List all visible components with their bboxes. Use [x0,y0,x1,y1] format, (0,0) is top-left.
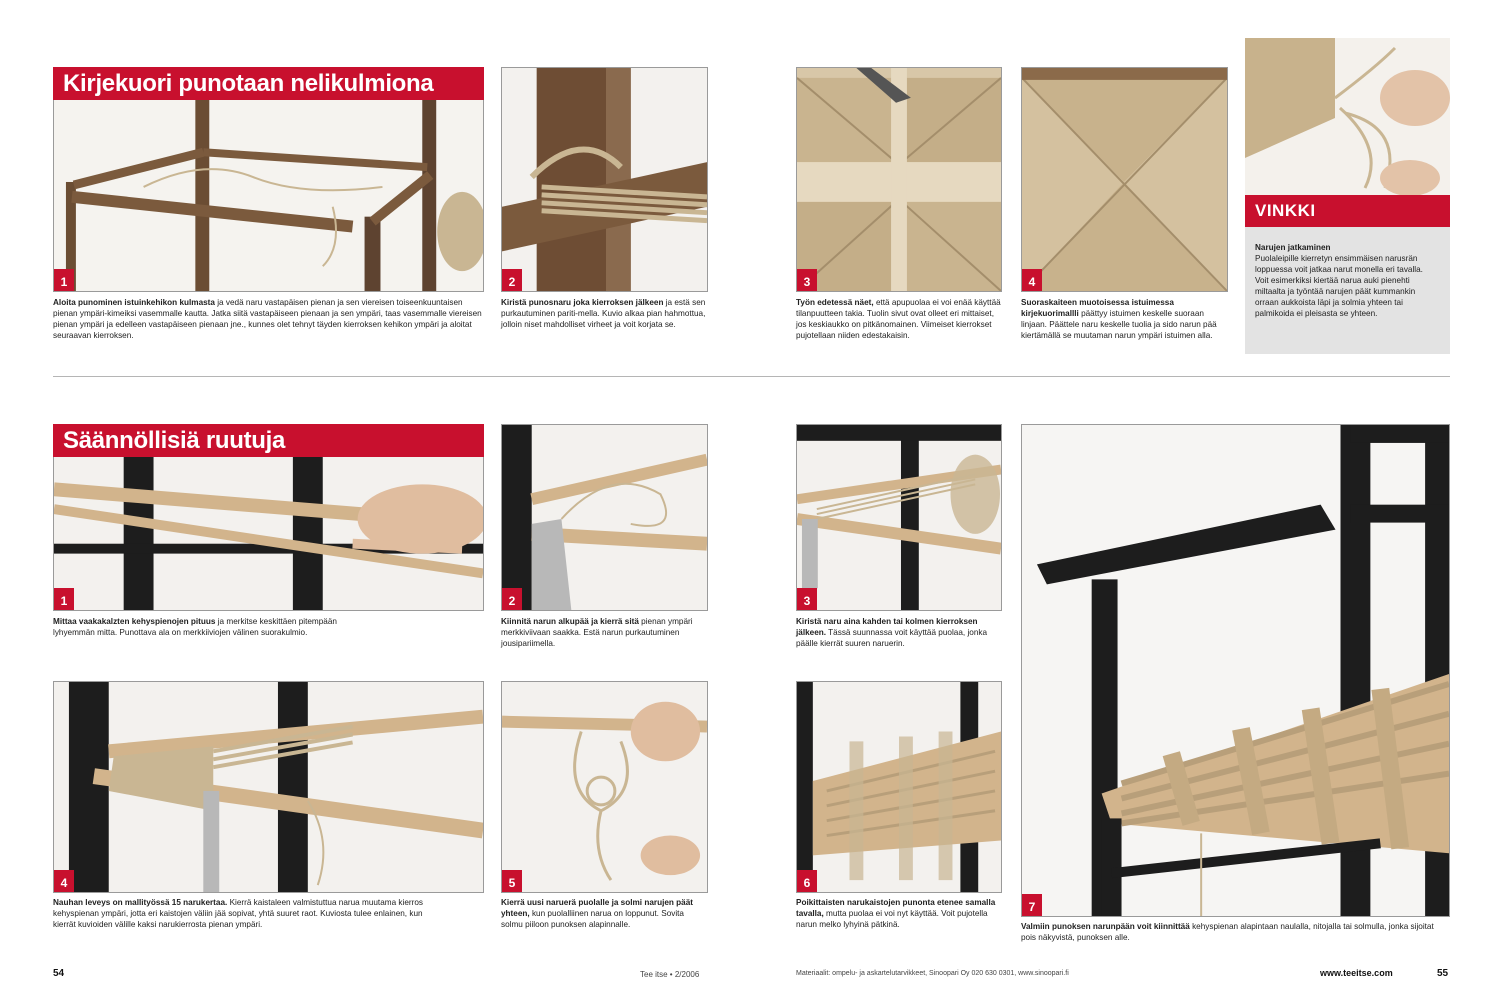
step-number-badge: 4 [1022,269,1042,291]
step-number-badge: 2 [502,269,522,291]
caption-top-4: Suoraskaiteen muotoisessa istuimessa kirjekuorimallli päättyy istuimen keskelle suoraan linjaan. Päättele naru keskelle tuolia ja sido narun pää kiertämällä se muutaman narun ympäri istuimen alla. [1021,298,1217,340]
step-number-badge: 3 [797,269,817,291]
caption-bottom-6: Poikittaisten narukaistojen punonta etenee samalla tavalla, mutta puolaa ei voi nyt käyttää. Voit pujotella narun melko lyhyinä pätkinä. [796,898,996,929]
photo-bottom-2 [501,424,708,611]
caption-top-2: Kiristä punosnaru joka kierroksen jälkeen ja estä sen purkautuminen pariti-mella. Kuvio alkaa pian hahmottua, jolloin niset mahdolliset virheet ja voit korjata se. [501,298,706,329]
caption-bottom-7: Valmiin punoksen narunpään voit kiinnittää kehyspienan alapintaan naulalla, nitojalla tai solmulla, jonka sijoitat pois näkyvistä, punoksen alle. [1021,922,1434,942]
tip-label: VINKKI [1245,195,1450,227]
photo-top-1 [53,67,484,292]
page-number-right: 55 [1437,968,1449,979]
photo-top-2 [501,67,708,292]
step-number-badge: 7 [1022,894,1042,916]
photo-top-3 [796,67,1002,292]
tip-box [1245,227,1450,354]
photo-bottom-5 [501,681,708,893]
step-number-badge: 3 [797,588,817,610]
step-number-badge: 4 [54,870,74,892]
caption-bottom-3: Kiristä naru aina kahden tai kolmen kierroksen jälkeen. Tässä suunnassa voit käyttää puolaa, jonka päälle kierrät suuren naruerin. [796,617,988,648]
caption-bottom-5: Kierrä uusi naruerä puolalle ja solmi narujen päät yhteen, kun puolalliinen narua on loppunut. Sovita solmu piiloon punoksen alapinnalle. [501,898,694,929]
caption-bottom-2: Kiinnitä narun alkupää ja kierrä sitä pienan ympäri merkkiviivaan saakka. Estä narun purkautuminen jousipariimella. [501,617,693,648]
page-number-left: 54 [53,968,65,979]
step-number-badge: 1 [54,588,74,610]
step-number-badge: 1 [54,269,74,291]
photo-tip [1245,38,1450,195]
step-number-badge: 5 [502,870,522,892]
website-link[interactable]: www.teeitse.com [1320,968,1393,978]
photo-bottom-3 [796,424,1002,611]
photo-bottom-7 [1021,424,1450,917]
materials-credit: Materiaalit: ompelu- ja askartelutarvikkeet, Sinoopari Oy 020 630 0301, www.sinoopari.fi [796,970,1069,977]
photo-bottom-4 [53,681,484,893]
section-title-bottom: Säännöllisiä ruutuja [53,424,484,457]
caption-bottom-4: Nauhan leveys on mallityössä 15 narukertaa. Kierrä kaistaleen valmistuttua narua muutama kierros kehyspienan ympäri, jotta eri kaistojen väliin jää sopivat, yhtä suuret raot. Kuviosta tulee enlainen, kun kierrät kuvioiden välille kaksi narukierrosta pienan ympäri. [53,898,423,929]
photo-bottom-6 [796,681,1002,893]
caption-bottom-1: Mittaa vaakakalzten kehyspienojen pituus ja merkitse keskittäen pitempään lyhyemmän mitta. Punottava ala on merkkiiviojen välinen suorakulmio. [53,617,337,637]
step-number-badge: 6 [797,870,817,892]
tip-text: Narujen jatkaminen Puolaleipille kierretyn ensimmäisen narusrän loppuessa voit jatkaa narut monella eri tavalla. Voit esimerkiksi kiertää narua auki pienehti miltaalta ja työntää narujen päät kummankin orraan aukkoista läpi ja solmia yhteen tai palmikoida ei pleisasta se yhteen. [1255,242,1437,319]
section-divider [53,376,1450,377]
caption-top-3: Työn edetessä näet, että apupuolaa ei voi enää käyttää tilanpuutteen takia. Tuolin sivut ovat olleet eri mittaiset, jos keskiaukko on pitkänomainen. Viimeiset kierrokset pujotellaan niiden edestakaisin. [796,298,1001,340]
magazine-issue: Tee itse • 2/2006 [640,970,700,979]
tip-title: Narujen jatkaminen [1255,243,1331,252]
step-number-badge: 2 [502,588,522,610]
photo-top-4 [1021,67,1228,292]
section-title-top: Kirjekuori punotaan nelikulmiona [53,67,484,100]
caption-top-1: Aloita punominen istuinkehikon kulmasta ja vedä naru vastapäisen pienan ja sen viereisen toiseenkuuntaisen pienan ympäri-kimeiksi vasemmalle kautta. Jatka siitä vastapäiseen pienaan ja sen ympäri, taas vasemmalle viereisen pienan ympäri ja edelleen vastapäiseen pienaan jne., kunnes olet tehnyt täyden kierroksen kehikon ympäri ja aloitat seuraavan kierroksen. [53,298,482,340]
